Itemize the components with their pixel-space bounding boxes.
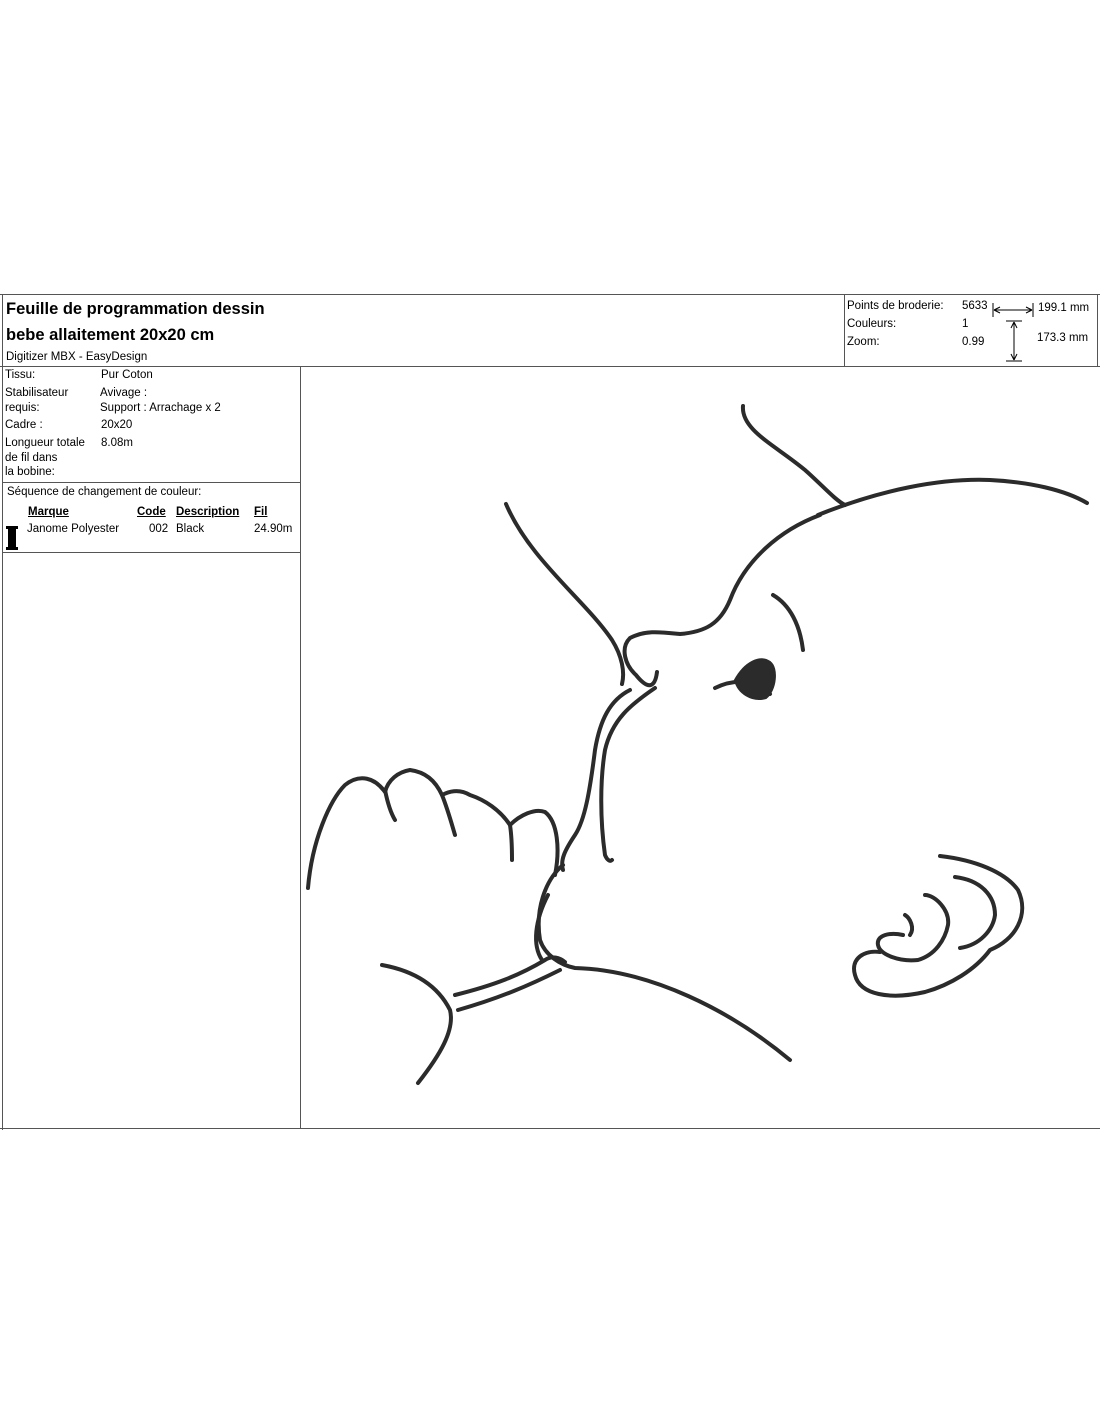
fabric-label: Tissu: — [5, 369, 36, 381]
stitches-label: Points de broderie: — [847, 300, 944, 312]
software-label: Digitizer MBX - EasyDesign — [6, 351, 148, 363]
column-header-description: Description — [176, 506, 240, 518]
hand-finger-1 — [385, 790, 395, 820]
stitches-value: 5633 — [962, 300, 988, 312]
header-divider — [0, 366, 1100, 367]
design-height: 173.3 mm — [1037, 332, 1089, 344]
width-dimension-icon — [992, 302, 1034, 318]
top-border — [0, 294, 1100, 295]
left-border — [2, 294, 3, 1130]
colors-value: 1 — [962, 318, 969, 330]
baby-ear-outer — [854, 856, 1022, 996]
embroidery-design-preview — [301, 369, 1097, 1127]
baby-eye-icon — [735, 659, 775, 699]
head-outline — [818, 480, 1087, 515]
row-description: Black — [176, 523, 205, 535]
programming-sheet — [0, 294, 1100, 1130]
spool-color-swatch — [8, 529, 16, 547]
row-brand: Janome Polyester — [27, 523, 120, 535]
mother-arm-outline — [382, 965, 451, 1083]
column-header-thread: Fil — [254, 506, 268, 518]
column-header-brand: Marque — [28, 506, 69, 518]
design-width: 199.1 mm — [1038, 302, 1090, 314]
colors-label: Couleurs: — [847, 318, 897, 330]
baby-eyebrow — [773, 595, 803, 650]
baby-cheek-outline — [601, 688, 655, 861]
frame-label: Cadre : — [5, 419, 43, 431]
baby-nose — [625, 515, 820, 685]
row-code: 002 — [149, 523, 169, 535]
fabric-value: Pur Coton — [101, 369, 153, 381]
thread-spool-icon — [6, 526, 18, 550]
color-sequence-title: Séquence de changement de couleur: — [7, 486, 202, 498]
hand-finger-2 — [442, 795, 455, 835]
bottom-border — [0, 1128, 1100, 1129]
properties-divider — [2, 482, 300, 483]
zoom-value: 0.99 — [962, 336, 985, 348]
sheet-title-line-1: Feuille de programmation dessin — [6, 300, 265, 318]
baby-ear-inner — [955, 877, 995, 948]
mother-hand-outline — [308, 770, 558, 888]
sheet-title-line-2: bebe allaitement 20x20 cm — [6, 326, 215, 344]
thread-length-label-2: de fil dans — [5, 452, 58, 464]
thread-length-value: 8.08m — [101, 437, 133, 449]
baby-ear-fold — [905, 915, 912, 935]
column-header-code: Code — [137, 506, 166, 518]
sequence-divider — [2, 552, 300, 553]
right-border — [1097, 294, 1098, 367]
hand-finger-3 — [510, 825, 512, 860]
stats-divider — [844, 294, 845, 367]
zoom-label: Zoom: — [847, 336, 880, 348]
breast-upper-outline — [506, 504, 623, 684]
stabilizer-value-1: Avivage : — [100, 387, 148, 399]
breast-lower-outline — [539, 865, 790, 1060]
stabilizer-value-2: Support : Arrachage x 2 — [100, 402, 221, 414]
row-thread: 24.90m — [254, 523, 293, 535]
thread-length-label-1: Longueur totale — [5, 437, 85, 449]
stabilizer-label-2: requis: — [5, 402, 40, 414]
thread-length-label-3: la bobine: — [5, 466, 55, 478]
stabilizer-label-1: Stabilisateur — [5, 387, 69, 399]
frame-value: 20x20 — [101, 419, 133, 431]
height-dimension-icon — [1004, 320, 1024, 362]
forehead-stroke — [743, 406, 845, 505]
